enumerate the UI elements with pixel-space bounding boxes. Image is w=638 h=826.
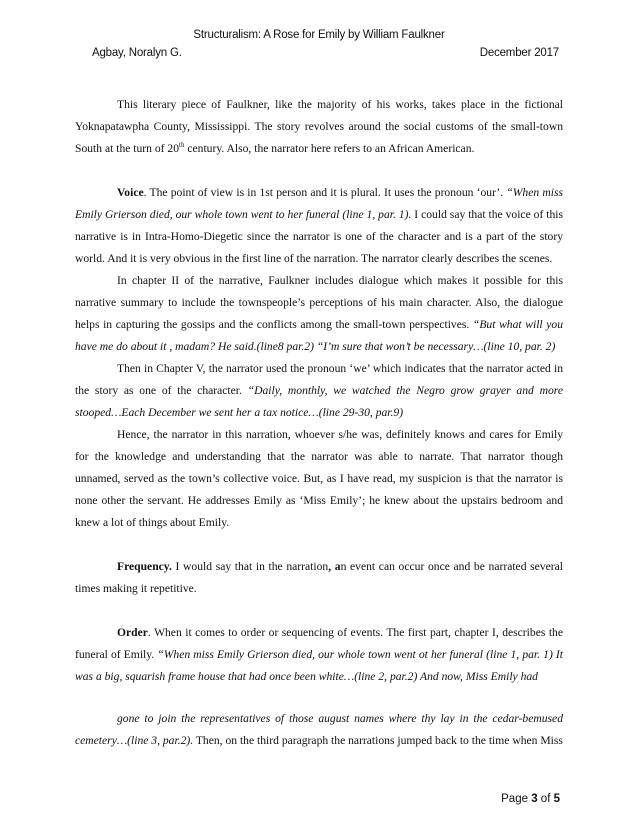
chapter-two-quote: “But what will you have me do about it , madam? He said.(line8 par.2) “I’m sure that won’t be necessary…(line 10, par. 2) xyxy=(75,318,563,353)
frequency-heading: Frequency. xyxy=(117,560,172,573)
order-heading: Order xyxy=(117,626,148,639)
chapter-two-paragraph: In chapter II of the narrative, Faulkner includes dialogue which makes it possible for this narrative summary to include the townspeople’s perceptions of his main character. Also, the dialogue helps in capturing the gossips and the conflicts among the small-town perspectives. “But what will you have me do about it , madam? He said.(line8 par.2) “I’m sure that won’t be necessary…(line 10, par. 2) xyxy=(75,274,563,353)
intro-paragraph: This literary piece of Faulkner, like the majority of his works, takes place in the fictional Yoknapatawpha County, Mississippi. The story revolves around the social customs of the small-town South at the turn of 20th century. Also, the narrator here refers to an African American. xyxy=(75,98,563,155)
page-number-footer: Page 3 of 5 xyxy=(501,793,560,805)
document-date: December 2017 xyxy=(479,47,559,59)
current-page: 3 xyxy=(531,793,538,805)
continued-quote: gone to join the representatives of those august names where thy lay in the cedar-bemused cemetery…(line 3, par.2). xyxy=(75,712,563,747)
voice-quote: “When miss Emily Grierson died, our whole town went to her funeral (line 1, par. 1). xyxy=(75,186,563,221)
chapter-five-quote: “Daily, monthly, we watched the Negro grow grayer and more stooped…Each December we sent her a tax notice…(line 29-30, par.9) xyxy=(75,384,563,419)
voice-paragraph: Voice. The point of view is in 1st person and it is plural. It uses the pronoun ‘our’. “When miss Emily Grierson died, our whole town went to her funeral (line 1, par. 1). I could say that the voice of this narrative is in Intra-Homo-Diegetic since the narrator is one of the character and is a part of the story world. And it is very obvious in the first line of the narration. The narrator clearly describes the scenes. xyxy=(75,186,564,265)
order-quote: “When miss Emily Grierson died, our whole town went ot her funeral (line 1, par. 1) It was a big, squarish frame house that had once been white…(line 2, par.2) And now, Miss Emily had xyxy=(75,648,564,683)
body-text-top xyxy=(75,94,563,688)
document-title: Structuralism: A Rose for Emily by William Faulkner xyxy=(193,29,445,41)
total-pages: 5 xyxy=(553,793,560,805)
body-text-continued xyxy=(75,708,563,752)
chapter-five-paragraph: Then in Chapter V, the narrator used the pronoun ‘we’ which indicates that the narrator acted in the story as one of the character. “Daily, monthly, we watched the Negro grow grayer and more stooped…Each December we sent her a tax notice…(line 29-30, par.9) xyxy=(75,362,563,419)
continued-paragraph: gone to join the representatives of those august names where thy lay in the cedar-bemused cemetery…(line 3, par.2). Then, on the third paragraph the narrations jumped back to the time when Miss xyxy=(75,712,563,747)
frequency-paragraph: Frequency. I would say that in the narration, an event can occur once and be narrated several times making it repetitive. xyxy=(75,560,563,595)
author-name: Agbay, Noralyn G. xyxy=(92,47,182,59)
voice-heading: Voice xyxy=(117,186,144,199)
order-paragraph: Order. When it comes to order or sequencing of events. The first part, chapter I, describes the funeral of Emily. “When miss Emily Grierson died, our whole town went ot her funeral (line 1, par. 1) It was a big, squarish frame house that had once been white…(line 2, par.2) And now, Miss Emily had xyxy=(75,626,564,683)
hence-paragraph: Hence, the narrator in this narration, whoever s/he was, definitely knows and cares for Emily for the knowledge and understanding that the narrator was able to narrate. That narrator though unnamed, served as the town’s collective voice. But, as I have read, my suspicion is that the narrator is none other the servant. He addresses Emily as ‘Miss Emily’; he knew about the upstairs bedroom and knew a lot of things about Emily. xyxy=(75,428,563,529)
